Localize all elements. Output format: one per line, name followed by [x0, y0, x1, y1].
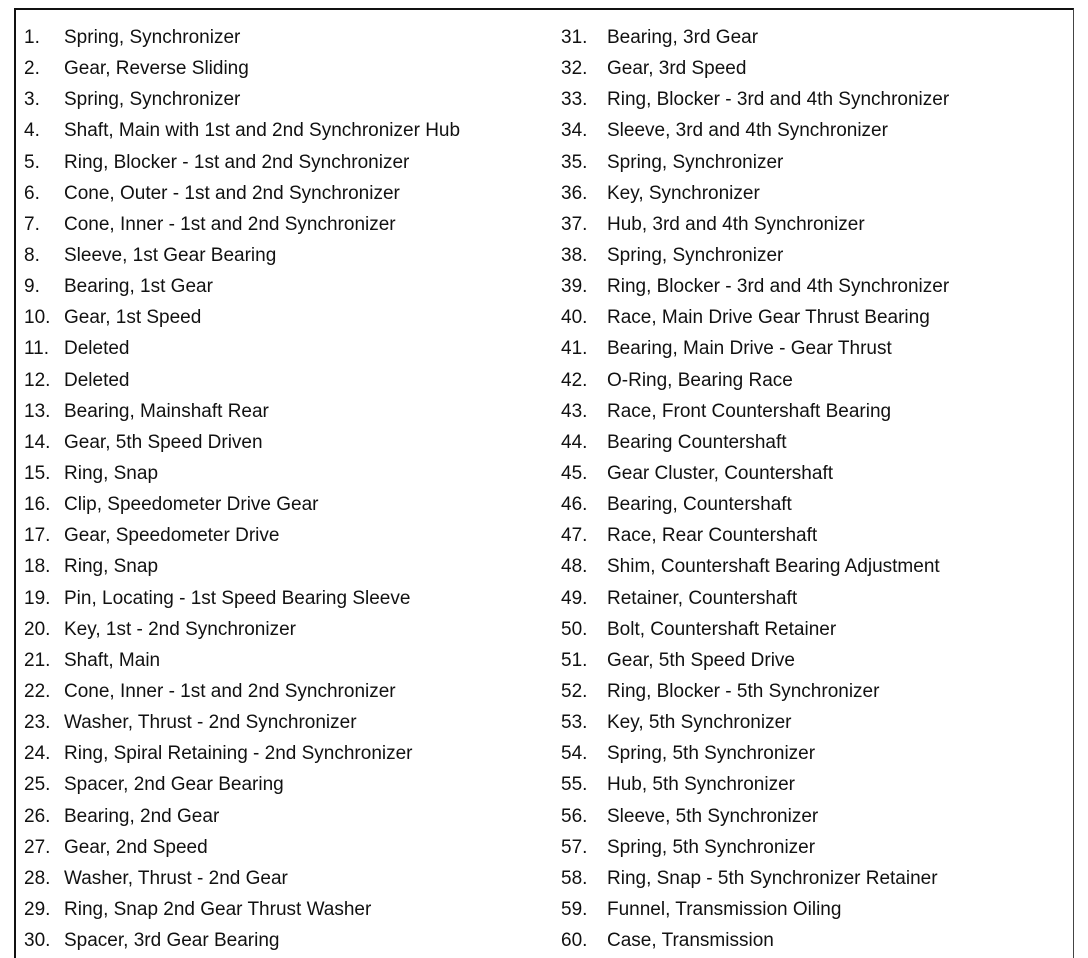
list-item: [561, 240, 1061, 271]
item-number: 38.: [561, 244, 588, 266]
list-item: [561, 458, 1061, 489]
parts-list-left: [24, 22, 554, 956]
list-item: [561, 832, 1061, 863]
item-description: Spring, 5th Synchronizer: [607, 743, 816, 765]
item-number: 17.: [24, 525, 51, 547]
list-item: [24, 583, 554, 614]
item-number: 45.: [561, 462, 588, 484]
item-number: 1.: [24, 27, 40, 48]
item-number: 33.: [561, 89, 588, 111]
item-number: 14.: [24, 431, 51, 453]
item-description: Spring, Synchronizer: [607, 151, 784, 173]
item-number: 60.: [561, 930, 588, 952]
item-description: Bearing, Mainshaft Rear: [64, 400, 269, 422]
list-item: [24, 489, 554, 520]
item-description: Sleeve, 3rd and 4th Synchronizer: [607, 120, 888, 142]
item-number: 21.: [24, 649, 51, 671]
list-item: [561, 53, 1061, 84]
item-description: Washer, Thrust - 2nd Gear: [64, 867, 288, 889]
list-item: [561, 302, 1061, 333]
item-description: Bearing, 2nd Gear: [64, 805, 220, 827]
list-item: [561, 147, 1061, 178]
item-description: Gear, 2nd Speed: [64, 836, 208, 858]
item-number: 16.: [24, 494, 51, 516]
list-item: [24, 676, 554, 707]
item-number: 44.: [561, 431, 588, 453]
item-description: Bearing, 3rd Gear: [607, 27, 759, 48]
item-description: Washer, Thrust - 2nd Synchronizer: [64, 712, 357, 734]
item-number: 48.: [561, 556, 588, 578]
item-description: Ring, Snap 2nd Gear Thrust Washer: [64, 898, 372, 920]
item-number: 19.: [24, 587, 51, 609]
item-description: Hub, 5th Synchronizer: [607, 774, 795, 796]
item-description: O-Ring, Bearing Race: [607, 369, 793, 391]
list-item: [24, 84, 554, 115]
item-number: 12.: [24, 369, 51, 391]
list-item: [561, 271, 1061, 302]
item-number: 5.: [24, 151, 40, 173]
list-item: [24, 769, 554, 800]
item-description: Retainer, Countershaft: [607, 587, 798, 609]
item-number: 6.: [24, 182, 40, 204]
parts-list-right: [561, 22, 1061, 956]
item-description: Deleted: [64, 338, 130, 360]
item-description: Gear, 5th Speed Drive: [607, 649, 795, 671]
item-description: Key, 5th Synchronizer: [607, 712, 792, 734]
item-description: Race, Rear Countershaft: [607, 525, 818, 547]
item-description: Deleted: [64, 369, 130, 391]
item-number: 41.: [561, 338, 588, 360]
parts-legend: [14, 8, 1074, 958]
list-item: [24, 240, 554, 271]
list-item: [24, 801, 554, 832]
item-description: Ring, Snap: [64, 556, 159, 578]
list-item: [561, 333, 1061, 364]
item-number: 7.: [24, 213, 40, 235]
list-item: [561, 22, 1061, 53]
item-number: 30.: [24, 930, 51, 952]
item-description: Gear, 1st Speed: [64, 307, 202, 329]
list-item: [24, 302, 554, 333]
item-description: Key, Synchronizer: [607, 182, 760, 204]
list-item: [561, 925, 1061, 956]
list-item: [24, 427, 554, 458]
list-item: [24, 551, 554, 582]
list-item: [561, 209, 1061, 240]
list-item: [561, 427, 1061, 458]
list-item: [24, 333, 554, 364]
item-number: 49.: [561, 587, 588, 609]
item-number: 54.: [561, 743, 588, 765]
item-number: 25.: [24, 774, 51, 796]
item-number: 11.: [24, 338, 50, 360]
item-number: 58.: [561, 867, 588, 889]
item-number: 23.: [24, 712, 51, 734]
list-item: [24, 520, 554, 551]
list-item: [24, 614, 554, 645]
list-item: [561, 801, 1061, 832]
list-item: [24, 458, 554, 489]
list-item: [561, 551, 1061, 582]
item-number: 53.: [561, 712, 588, 734]
item-description: Ring, Snap: [64, 462, 159, 484]
item-description: Bearing, Main Drive - Gear Thrust: [607, 338, 892, 360]
item-description: Cone, Outer - 1st and 2nd Synchronizer: [64, 182, 400, 204]
item-number: 29.: [24, 898, 51, 920]
item-number: 24.: [24, 743, 51, 765]
item-description: Bearing Countershaft: [607, 431, 787, 453]
item-description: Ring, Blocker - 5th Synchronizer: [607, 680, 880, 702]
list-item: [561, 738, 1061, 769]
item-number: 46.: [561, 494, 588, 516]
item-description: Ring, Spiral Retaining - 2nd Synchronizer: [64, 743, 413, 765]
item-description: Ring, Snap - 5th Synchronizer Retainer: [607, 867, 938, 889]
item-number: 10.: [24, 307, 51, 329]
item-number: 22.: [24, 680, 51, 702]
item-number: 31.: [561, 27, 588, 48]
list-item: [24, 396, 554, 427]
list-item: [24, 22, 554, 53]
list-item: [561, 583, 1061, 614]
item-number: 8.: [24, 244, 40, 266]
list-item: [561, 520, 1061, 551]
list-item: [24, 365, 554, 396]
item-description: Hub, 3rd and 4th Synchronizer: [607, 213, 865, 235]
item-number: 52.: [561, 680, 588, 702]
item-number: 47.: [561, 525, 588, 547]
item-description: Sleeve, 1st Gear Bearing: [64, 244, 277, 266]
item-description: Race, Front Countershaft Bearing: [607, 400, 892, 422]
list-item: [24, 738, 554, 769]
item-number: 3.: [24, 89, 40, 111]
item-description: Gear Cluster, Countershaft: [607, 462, 833, 484]
list-item: [561, 115, 1061, 146]
item-number: 43.: [561, 400, 588, 422]
item-description: Spring, Synchronizer: [607, 244, 784, 266]
item-description: Shim, Countershaft Bearing Adjustment: [607, 556, 940, 578]
item-description: Gear, 5th Speed Driven: [64, 431, 263, 453]
item-number: 39.: [561, 276, 588, 298]
item-number: 28.: [24, 867, 51, 889]
item-number: 50.: [561, 618, 588, 640]
item-number: 42.: [561, 369, 588, 391]
item-description: Spacer, 3rd Gear Bearing: [64, 930, 280, 952]
item-number: 59.: [561, 898, 588, 920]
item-description: Race, Main Drive Gear Thrust Bearing: [607, 307, 930, 329]
item-description: Cone, Inner - 1st and 2nd Synchronizer: [64, 213, 396, 235]
item-description: Gear, Speedometer Drive: [64, 525, 280, 547]
list-item: [561, 676, 1061, 707]
item-number: 55.: [561, 774, 588, 796]
item-description: Spacer, 2nd Gear Bearing: [64, 774, 284, 796]
list-item: [24, 178, 554, 209]
item-description: Ring, Blocker - 3rd and 4th Synchronizer: [607, 89, 950, 111]
item-number: 18.: [24, 556, 51, 578]
list-item: [561, 489, 1061, 520]
item-number: 2.: [24, 58, 40, 80]
list-item: [561, 365, 1061, 396]
item-number: 57.: [561, 836, 588, 858]
item-description: Case, Transmission: [607, 930, 774, 952]
list-item: [24, 271, 554, 302]
item-description: Spring, Synchronizer: [64, 27, 241, 48]
list-item: [24, 147, 554, 178]
item-description: Ring, Blocker - 3rd and 4th Synchronizer: [607, 276, 950, 298]
item-number: 51.: [561, 649, 588, 671]
list-item: [561, 769, 1061, 800]
item-description: Bearing, Countershaft: [607, 494, 792, 516]
item-number: 9.: [24, 276, 40, 298]
list-item: [561, 707, 1061, 738]
item-number: 32.: [561, 58, 588, 80]
item-description: Funnel, Transmission Oiling: [607, 898, 842, 920]
item-description: Key, 1st - 2nd Synchronizer: [64, 618, 296, 640]
item-number: 56.: [561, 805, 588, 827]
item-description: Sleeve, 5th Synchronizer: [607, 805, 819, 827]
list-item: [24, 832, 554, 863]
list-item: [561, 396, 1061, 427]
list-item: [24, 707, 554, 738]
item-description: Spring, 5th Synchronizer: [607, 836, 816, 858]
item-number: 34.: [561, 120, 588, 142]
item-number: 27.: [24, 836, 51, 858]
item-number: 4.: [24, 120, 40, 142]
item-description: Gear, 3rd Speed: [607, 58, 747, 80]
list-item: [561, 178, 1061, 209]
list-item: [561, 863, 1061, 894]
list-item: [24, 925, 554, 956]
list-item: [561, 84, 1061, 115]
list-item: [24, 894, 554, 925]
item-number: 20.: [24, 618, 51, 640]
item-description: Ring, Blocker - 1st and 2nd Synchronizer: [64, 151, 410, 173]
item-number: 40.: [561, 307, 588, 329]
list-item: [24, 209, 554, 240]
list-item: [24, 645, 554, 676]
item-number: 13.: [24, 400, 51, 422]
item-description: Bolt, Countershaft Retainer: [607, 618, 837, 640]
item-description: Spring, Synchronizer: [64, 89, 241, 111]
item-number: 15.: [24, 462, 51, 484]
list-item: [561, 894, 1061, 925]
item-description: Cone, Inner - 1st and 2nd Synchronizer: [64, 680, 396, 702]
item-description: Shaft, Main: [64, 649, 161, 671]
item-number: 37.: [561, 213, 588, 235]
item-number: 35.: [561, 151, 588, 173]
list-item: [24, 115, 554, 146]
item-number: 26.: [24, 805, 51, 827]
item-description: Pin, Locating - 1st Speed Bearing Sleeve: [64, 587, 411, 609]
list-item: [561, 645, 1061, 676]
item-description: Bearing, 1st Gear: [64, 276, 213, 298]
item-description: Gear, Reverse Sliding: [64, 58, 249, 80]
item-description: Clip, Speedometer Drive Gear: [64, 494, 319, 516]
list-item: [24, 863, 554, 894]
item-number: 36.: [561, 182, 588, 204]
list-item: [24, 53, 554, 84]
list-item: [561, 614, 1061, 645]
item-description: Shaft, Main with 1st and 2nd Synchronizer Hub: [64, 120, 461, 142]
